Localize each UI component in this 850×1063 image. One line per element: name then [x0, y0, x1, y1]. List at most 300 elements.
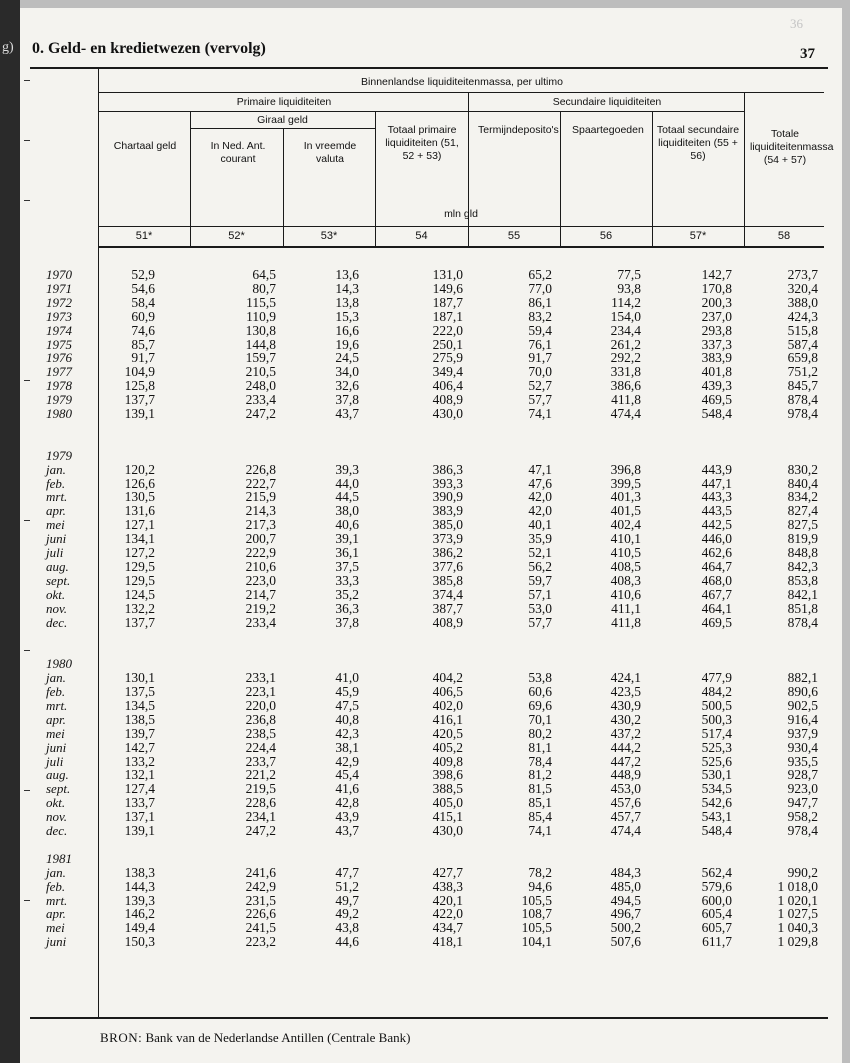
header-binnenlandse: Binnenlandse liquiditeitenmassa, per ultimo: [361, 76, 563, 88]
header-col57: Totaal secundaire liquiditeiten (55 + 56): [656, 124, 740, 162]
cell-col57: 500,3: [701, 711, 732, 727]
cell-col52: 215,9: [245, 489, 276, 505]
cell-col51: 139,1: [124, 406, 155, 421]
cell-col55: 53,8: [528, 670, 552, 686]
cell-col52: 223,0: [245, 572, 276, 588]
cell-col57: 605,4: [701, 906, 732, 922]
cell-col56: 114,2: [611, 294, 641, 310]
cell-col54: 385,0: [432, 517, 463, 533]
cell-col53: 42,9: [335, 753, 359, 769]
colnum-53: 53*: [320, 230, 338, 242]
cell-col58: 958,2: [787, 809, 818, 825]
cell-col52: 214,7: [245, 586, 276, 602]
cell-col54: 373,9: [432, 531, 463, 547]
row-label: dec.: [46, 614, 68, 630]
cell-col53: 37,8: [335, 392, 359, 408]
cell-col55: 94,6: [528, 878, 552, 894]
cell-col57: 530,1: [701, 767, 732, 783]
cell-col57: 464,7: [701, 558, 732, 574]
cell-col56: 292,2: [610, 350, 641, 366]
row-label: sept.: [46, 572, 71, 588]
cell-col54: 438,3: [432, 878, 463, 894]
cell-col55: 81,5: [528, 781, 552, 797]
cell-col58: 928,7: [787, 767, 818, 783]
cell-col57: 464,1: [701, 600, 732, 616]
cell-col57: 443,9: [701, 461, 732, 477]
cell-col51: 104,9: [124, 364, 155, 380]
cell-col54: 131,0: [432, 267, 463, 282]
ghost-page-number: 36: [790, 16, 803, 31]
cell-col51: 129,5: [124, 558, 155, 574]
cell-col52: 221,2: [245, 767, 276, 783]
cell-col54: 420,1: [432, 892, 463, 908]
cell-col53: 42,3: [335, 725, 359, 741]
cell-col56: 496,7: [610, 906, 641, 922]
cell-col53: 44,6: [335, 934, 359, 950]
cell-col54: 393,3: [432, 475, 463, 491]
cell-col55: 59,4: [528, 322, 552, 338]
row-label: 1981: [46, 850, 72, 866]
cell-col56: 423,5: [610, 684, 641, 699]
cell-col53: 13,6: [335, 267, 359, 282]
row-label: juni: [46, 739, 67, 755]
header-col58: Totale liquiditeitenmassa (54 + 57): [750, 128, 834, 166]
cell-col53: 34,0: [335, 364, 359, 380]
row-label: 1977: [46, 364, 72, 380]
cell-col58: 388,0: [787, 294, 818, 310]
header-col56: Spaartegoeden: [572, 124, 644, 136]
cell-col52: 241,6: [245, 864, 276, 880]
cell-col55: 60,6: [528, 684, 552, 699]
row-label: 1974: [46, 322, 72, 338]
cell-col52: 247,2: [245, 823, 276, 838]
cell-col54: 386,2: [432, 545, 463, 560]
cell-col54: 398,6: [432, 767, 463, 783]
cell-col53: 37,5: [335, 558, 359, 574]
cell-col54: 408,9: [432, 614, 463, 630]
cell-col52: 144,8: [245, 336, 276, 352]
rule-under-colnums: [98, 246, 824, 248]
cell-col56: 430,2: [610, 711, 641, 727]
cell-col58: 978,4: [787, 406, 818, 421]
row-label: aug.: [46, 767, 69, 783]
cell-col51: 91,7: [131, 350, 155, 366]
cell-col55: 83,2: [528, 308, 552, 324]
row-label: 1979: [46, 392, 72, 408]
cell-col56: 93,8: [617, 280, 641, 296]
cell-col56: 500,2: [610, 920, 641, 936]
cell-col56: 386,6: [610, 378, 641, 394]
cell-col51: 126,6: [124, 475, 155, 491]
cell-col52: 159,7: [245, 350, 276, 366]
cell-col56: 474,4: [610, 406, 641, 421]
cell-col52: 233,4: [245, 614, 276, 630]
cell-col51: 129,5: [124, 572, 155, 588]
cell-col53: 40,8: [335, 711, 359, 727]
cell-col57: 170,8: [701, 280, 732, 296]
cell-col54: 434,7: [432, 920, 463, 936]
cell-col57: 542,6: [701, 795, 732, 811]
cell-col51: 130,5: [124, 489, 155, 505]
row-label: sept.: [46, 781, 71, 797]
cell-col55: 59,7: [528, 572, 552, 588]
cell-col58: 830,2: [787, 461, 818, 477]
cell-col57: 543,1: [701, 809, 732, 825]
cell-col53: 43,9: [335, 809, 359, 825]
cell-col53: 14,3: [335, 280, 359, 296]
header-col52: In Ned. Ant. courant: [210, 140, 266, 165]
cell-col52: 130,8: [245, 322, 276, 338]
cell-col51: 139,1: [124, 823, 155, 838]
cell-col52: 220,0: [245, 697, 276, 713]
cell-col57: 468,0: [701, 572, 732, 588]
cell-col57: 517,4: [701, 725, 732, 741]
cell-col58: 878,4: [787, 614, 818, 630]
cell-col55: 40,1: [528, 517, 552, 533]
cell-col54: 416,1: [432, 711, 463, 727]
cell-col51: 137,1: [124, 809, 155, 825]
header-primaire: Primaire liquiditeiten: [236, 96, 332, 108]
cell-col55: 78,4: [528, 753, 552, 769]
cell-col56: 408,5: [610, 558, 641, 574]
row-label: 1979: [46, 447, 72, 463]
cell-col57: 446,0: [701, 531, 732, 547]
cell-col55: 81,2: [528, 767, 552, 783]
source-text: Bank van de Nederlandse Antillen (Centrale Bank): [145, 1030, 411, 1045]
cell-col56: 424,1: [610, 670, 641, 686]
cell-col55: 69,6: [528, 697, 552, 713]
section-title: 0. Geld- en kredietwezen (vervolg): [32, 40, 266, 57]
cell-col51: 139,3: [124, 892, 155, 908]
cell-col53: 47,5: [335, 697, 359, 713]
row-label: 1976: [46, 350, 72, 366]
row-label: okt.: [46, 586, 66, 602]
cell-col52: 115,5: [246, 294, 276, 310]
cell-col52: 214,3: [245, 503, 276, 519]
row-label: juni: [46, 934, 67, 950]
cell-col57: 293,8: [701, 322, 732, 338]
cell-col57: 600,0: [701, 892, 732, 908]
cell-col57: 469,5: [701, 614, 732, 630]
header-col51: Chartaal geld: [113, 140, 177, 152]
row-label: 1970: [46, 267, 72, 282]
cell-col55: 80,2: [528, 725, 552, 741]
header-col53: In vreemde valuta: [303, 140, 357, 165]
cell-col57: 469,5: [701, 392, 732, 408]
cell-col52: 242,9: [245, 878, 276, 894]
cell-col54: 406,4: [432, 378, 463, 394]
cell-col52: 210,5: [245, 364, 276, 380]
cell-col51: 60,9: [131, 308, 155, 324]
cell-col52: 219,2: [245, 600, 276, 616]
row-label: feb.: [46, 878, 66, 894]
row-label: feb.: [46, 475, 66, 491]
cell-col53: 44,5: [335, 489, 359, 505]
cell-col51: 125,8: [124, 378, 155, 394]
cell-col56: 331,8: [610, 364, 641, 380]
cell-col56: 448,9: [610, 767, 641, 783]
row-label: 1980: [46, 656, 72, 672]
cell-col53: 43,8: [335, 920, 359, 936]
cell-col51: 139,7: [124, 725, 155, 741]
row-label: mei: [46, 517, 65, 533]
cell-col54: 404,2: [432, 670, 463, 686]
cell-col53: 45,9: [335, 684, 359, 699]
cell-col58: 819,9: [787, 531, 818, 547]
cell-col52: 238,5: [245, 725, 276, 741]
cell-col52: 233,1: [245, 670, 276, 686]
cell-col51: 58,4: [131, 294, 155, 310]
cell-col54: 385,8: [432, 572, 463, 588]
cell-col52: 219,5: [245, 781, 276, 797]
page-number: 37: [800, 46, 815, 62]
row-label: 1973: [46, 308, 72, 324]
cell-col53: 32,6: [335, 378, 359, 394]
cell-col58: 827,5: [787, 517, 818, 533]
cell-col51: 133,2: [124, 753, 155, 769]
cell-col55: 42,0: [528, 503, 552, 519]
cell-col53: 44,0: [335, 475, 359, 491]
cell-col52: 248,0: [245, 378, 276, 394]
cell-col55: 85,1: [528, 795, 552, 811]
cell-col52: 231,5: [245, 892, 276, 908]
cell-col58: 890,6: [787, 684, 818, 699]
cell-col55: 57,1: [528, 586, 552, 602]
cell-col51: 85,7: [131, 336, 155, 352]
cell-col51: 127,4: [124, 781, 155, 797]
cell-col51: 142,7: [124, 739, 155, 755]
source-line: [100, 1030, 410, 1046]
cell-col52: 228,6: [245, 795, 276, 811]
cell-col58: 878,4: [787, 392, 818, 408]
cell-col52: 200,7: [245, 531, 276, 547]
cell-col58: 916,4: [787, 711, 818, 727]
cell-col57: 142,7: [701, 267, 732, 282]
cell-col58: 842,1: [787, 586, 818, 602]
cell-col53: 43,7: [335, 406, 359, 421]
row-label: jan.: [46, 461, 66, 477]
cell-col53: 45,4: [335, 767, 359, 783]
row-label: 1980: [46, 406, 72, 421]
cell-col55: 70,1: [528, 711, 552, 727]
cell-col53: 49,2: [335, 906, 359, 922]
cell-col54: 405,0: [432, 795, 463, 811]
cell-col57: 534,5: [701, 781, 732, 797]
rule-above-colnums: [98, 226, 824, 227]
cell-col55: 108,7: [521, 906, 552, 922]
cell-col57: 548,4: [701, 823, 732, 838]
cell-col56: 484,3: [610, 864, 641, 880]
cell-col52: 247,2: [245, 406, 276, 421]
cell-col54: 187,1: [432, 308, 463, 324]
cell-col55: 86,1: [528, 294, 552, 310]
cell-col54: 408,9: [432, 392, 463, 408]
cell-col53: 15,3: [335, 308, 359, 324]
cell-col58: 1 040,3: [777, 920, 818, 936]
cell-col56: 77,5: [617, 267, 641, 282]
cell-col58: 882,1: [787, 670, 818, 686]
cell-col51: 52,9: [131, 267, 155, 282]
cell-col53: 16,6: [335, 322, 359, 338]
cell-col54: 275,9: [432, 350, 463, 366]
cell-col57: 477,9: [701, 670, 732, 686]
cell-col52: 110,9: [246, 308, 276, 324]
cell-col55: 81,1: [528, 739, 552, 755]
cell-col58: 923,0: [787, 781, 818, 797]
cell-col58: 848,8: [787, 545, 818, 560]
cell-col51: 133,7: [124, 795, 155, 811]
cell-col56: 234,4: [610, 322, 641, 338]
cell-col58: 320,4: [787, 280, 818, 296]
cell-col52: 226,8: [245, 461, 276, 477]
row-label: nov.: [46, 809, 68, 825]
cell-col53: 36,1: [335, 545, 359, 560]
cell-col54: 386,3: [432, 461, 463, 477]
row-label: jan.: [46, 670, 66, 686]
cell-col51: 120,2: [124, 461, 155, 477]
cell-col51: 146,2: [124, 906, 155, 922]
row-label: apr.: [46, 906, 66, 922]
cell-col58: 1 029,8: [777, 934, 818, 950]
row-label: okt.: [46, 795, 66, 811]
cell-col56: 410,5: [610, 545, 641, 560]
cell-col58: 851,8: [787, 600, 818, 616]
cell-col55: 74,1: [528, 406, 552, 421]
cell-col58: 935,5: [787, 753, 818, 769]
cell-col51: 150,3: [124, 934, 155, 950]
cell-col55: 70,0: [528, 364, 552, 380]
cell-col52: 233,7: [245, 753, 276, 769]
cell-col54: 430,0: [432, 823, 463, 838]
top-rule: [30, 67, 828, 69]
cell-col54: 349,4: [432, 364, 463, 380]
cell-col54: 422,0: [432, 906, 463, 922]
row-label: apr.: [46, 711, 66, 727]
cell-col53: 39,1: [335, 531, 359, 547]
cell-col58: 845,7: [787, 378, 818, 394]
cell-col56: 474,4: [610, 823, 641, 838]
cell-col58: 853,8: [787, 572, 818, 588]
row-label: mei: [46, 920, 65, 936]
cell-col58: 834,2: [787, 489, 818, 505]
header-giraal: Giraal geld: [257, 114, 308, 126]
cell-col57: 447,1: [701, 475, 732, 491]
colnum-55: 55: [507, 230, 521, 242]
rule-under-binnenlandse: [98, 92, 824, 93]
cell-col56: 401,5: [610, 503, 641, 519]
cell-col55: 91,7: [528, 350, 552, 366]
cell-col58: 273,7: [787, 267, 818, 282]
colnum-54: 54: [415, 230, 428, 242]
cell-col51: 134,1: [124, 531, 155, 547]
cell-col54: 420,5: [432, 725, 463, 741]
cell-col55: 52,7: [528, 378, 552, 394]
cell-col58: 1 027,5: [777, 906, 818, 922]
cell-col56: 261,2: [610, 336, 641, 352]
row-label: mei: [46, 725, 65, 741]
cell-col54: 388,5: [432, 781, 463, 797]
cell-col56: 410,1: [610, 531, 641, 547]
cell-col54: 427,7: [432, 864, 463, 880]
cell-col53: 36,3: [335, 600, 359, 616]
cell-col54: 222,0: [432, 322, 463, 338]
cell-col52: 223,2: [245, 934, 276, 950]
cell-col53: 24,5: [335, 350, 359, 366]
rule-under-primaire: [98, 111, 744, 112]
cell-col56: 444,2: [610, 739, 641, 755]
cell-col57: 383,9: [701, 350, 732, 366]
cell-col54: 409,8: [432, 753, 463, 769]
row-label: 1971: [46, 280, 72, 296]
cell-col56: 437,2: [610, 725, 641, 741]
cell-col54: 390,9: [432, 489, 463, 505]
cell-col56: 408,3: [610, 572, 641, 588]
cell-col54: 430,0: [432, 406, 463, 421]
cell-col57: 442,5: [701, 517, 732, 533]
cell-col51: 132,2: [124, 600, 155, 616]
cell-col55: 76,1: [528, 336, 552, 352]
cell-col56: 411,8: [611, 614, 641, 630]
cell-col52: 224,4: [245, 739, 276, 755]
cell-col57: 484,2: [701, 684, 732, 699]
cell-col53: 38,0: [335, 503, 359, 519]
row-label: 1975: [46, 336, 72, 352]
cell-col56: 411,8: [611, 392, 641, 408]
cell-col57: 200,3: [701, 294, 732, 310]
row-label: dec.: [46, 823, 68, 838]
row-label: 1972: [46, 294, 72, 310]
row-label: jan.: [46, 864, 66, 880]
cell-col58: 840,4: [787, 475, 818, 491]
cell-col57: 443,5: [701, 503, 732, 519]
cell-col57: 439,3: [701, 378, 732, 394]
row-label: juli: [46, 753, 64, 769]
cell-col53: 19,6: [335, 336, 359, 352]
cell-col53: 43,7: [335, 823, 359, 838]
cell-col55: 56,2: [528, 558, 552, 574]
header-col55: Termijndeposito's: [478, 124, 559, 136]
cell-col53: 47,7: [335, 864, 359, 880]
cell-col51: 137,7: [124, 614, 155, 630]
cell-col53: 39,3: [335, 461, 359, 477]
cell-col55: 105,5: [521, 920, 552, 936]
vrule-4: [468, 92, 469, 247]
row-label: mrt.: [46, 697, 68, 713]
book-binding: [0, 0, 20, 1063]
cell-col52: 241,5: [245, 920, 276, 936]
cell-col53: 37,8: [335, 614, 359, 630]
cell-col52: 236,8: [245, 711, 276, 727]
cell-col58: 902,5: [787, 697, 818, 713]
cell-col55: 65,2: [528, 267, 552, 282]
cell-col52: 80,7: [252, 280, 276, 296]
cell-col51: 138,3: [124, 864, 155, 880]
cell-col53: 13,8: [335, 294, 359, 310]
cell-col57: 562,4: [701, 864, 732, 880]
cell-col51: 137,5: [124, 684, 155, 699]
cell-col54: 402,0: [432, 697, 463, 713]
cell-col56: 447,2: [610, 753, 641, 769]
cell-col51: 127,1: [124, 517, 155, 533]
header-unit: mln gld: [444, 208, 478, 220]
cell-col54: 387,7: [432, 600, 463, 616]
cell-col57: 579,6: [701, 878, 732, 894]
cell-col54: 377,6: [432, 558, 463, 574]
header-col54: Totaal primaire liquiditeiten (51, 52 + 53): [385, 124, 459, 162]
cell-col51: 54,6: [131, 280, 155, 296]
cell-col53: 41,0: [335, 670, 359, 686]
cell-col56: 399,5: [610, 475, 641, 491]
